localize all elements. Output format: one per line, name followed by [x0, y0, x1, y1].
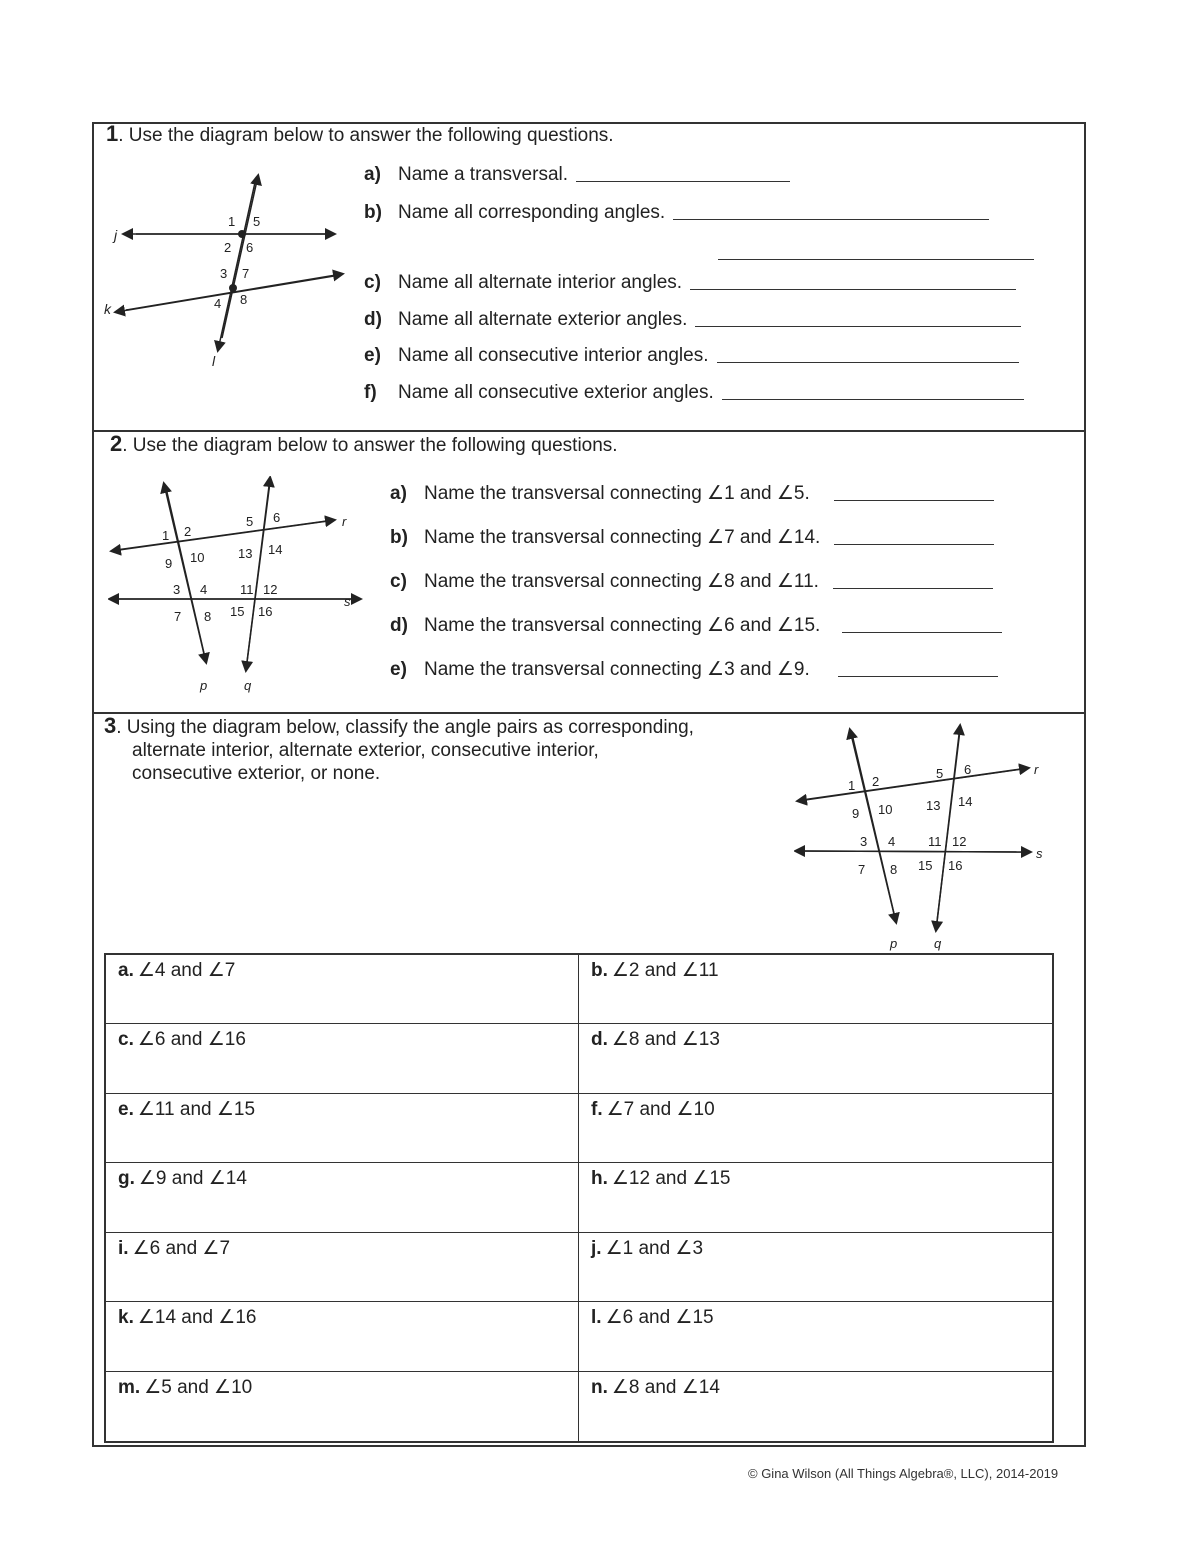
question-2-text: . Use the diagram below to answer the following questions.	[122, 435, 618, 456]
angle-pair-letter: h.	[591, 1168, 608, 1190]
line-l	[218, 178, 256, 350]
angle-pair-text: ∠9 and ∠14	[138, 1168, 247, 1190]
angle-label-1: 1	[162, 528, 170, 543]
angle-pair-letter: b.	[591, 960, 608, 981]
angle-pair-letter: c.	[118, 1029, 134, 1051]
angle-label-10: 10	[878, 802, 893, 817]
angle-label-4: 4	[200, 582, 208, 597]
angle-pair-text: ∠6 and ∠7	[132, 1237, 231, 1259]
question-2e-text: Name the transversal connecting ∠3 and ∠9.	[424, 659, 810, 680]
angle-label-7: 11	[928, 834, 942, 849]
line-p-top-arrow	[850, 730, 894, 914]
answer-blank-2b[interactable]	[834, 543, 994, 545]
line-l-top-arrow	[222, 176, 261, 338]
question-2d-label: d)	[390, 615, 408, 636]
angle-pair-letter: f.	[591, 1098, 603, 1120]
question-1f	[364, 382, 1024, 404]
angle-label-8: 12	[263, 582, 278, 597]
question-2c	[390, 570, 993, 593]
question-3-text-3: consecutive exterior, or none.	[132, 763, 381, 784]
angle-pair-cell-b[interactable]	[579, 955, 1052, 1024]
question-1e-text: Name all consecutive interior angles.	[398, 345, 709, 366]
angle-label-10: 10	[190, 550, 205, 565]
question-2-prompt	[110, 432, 618, 457]
angle-label-8: 8	[240, 292, 248, 307]
question-2c-text: Name the transversal connecting ∠8 and ∠11.	[424, 571, 819, 592]
question-1f-text: Name all consecutive exterior angles.	[398, 382, 714, 403]
angle-pair-text: ∠2 and ∠11	[611, 960, 719, 981]
question-3-prompt	[104, 714, 824, 785]
question-2-section	[92, 432, 1086, 714]
answer-blank-2d[interactable]	[842, 631, 1002, 633]
question-1c-text: Name all alternate interior angles.	[398, 272, 683, 293]
angle-label-6: 6	[273, 510, 281, 525]
answer-blank-2c[interactable]	[833, 587, 993, 589]
angle-label-5: 5	[246, 514, 254, 529]
angle-pair-cell-g[interactable]	[106, 1163, 579, 1232]
question-3-number: 3	[104, 713, 117, 738]
angle-label-13: 13	[238, 546, 253, 561]
question-2c-label: c)	[390, 571, 407, 592]
question-1d-text: Name all alternate exterior angles.	[398, 309, 688, 330]
angle-pair-cell-j[interactable]	[579, 1233, 1052, 1302]
question-1b-label: b)	[364, 202, 382, 223]
angle-pair-text: ∠6 and ∠15	[605, 1307, 714, 1329]
diagram-16-angles-q2	[108, 476, 378, 716]
question-3-text-1: . Using the diagram below, classify the angle pairs as corresponding,	[116, 717, 694, 738]
question-3-text-2: alternate interior, alternate exterior, consecutive interior,	[132, 740, 599, 761]
question-2a-label: a)	[390, 483, 407, 504]
angle-label-1: 1	[848, 778, 856, 793]
question-1c	[364, 272, 1016, 294]
angle-pair-letter: k.	[118, 1307, 134, 1329]
question-1-number: 1	[106, 121, 119, 146]
angle-pair-cell-c[interactable]	[106, 1024, 579, 1093]
angle-pair-text: ∠14 and ∠16	[137, 1307, 257, 1329]
answer-blank-1a[interactable]	[576, 180, 790, 182]
question-1-text: . Use the diagram below to answer the following questions.	[118, 125, 614, 146]
angle-pair-cell-m[interactable]	[106, 1372, 579, 1441]
angle-pair-cell-a[interactable]	[106, 955, 579, 1024]
question-2b-label: b)	[390, 527, 408, 548]
line-q-top-arrow	[937, 726, 963, 922]
question-1-section	[92, 122, 1086, 432]
question-1e	[364, 345, 1019, 367]
question-2a-text: Name the transversal connecting ∠1 and ∠5.	[424, 483, 810, 504]
angle-label-1: 1	[228, 214, 236, 229]
angle-pair-text: ∠12 and ∠15	[611, 1168, 731, 1190]
answer-blank-1e[interactable]	[717, 361, 1019, 363]
label-line-q: q	[934, 936, 942, 951]
label-line-p: p	[200, 678, 208, 693]
question-2b-text: Name the transversal connecting ∠7 and ∠14.	[424, 527, 821, 548]
label-line-q: q	[244, 678, 252, 693]
question-1f-label: f)	[364, 382, 377, 403]
angle-pair-text: ∠8 and ∠13	[611, 1029, 720, 1051]
angle-pair-cell-h[interactable]	[579, 1163, 1052, 1232]
angle-label-15: 15	[918, 858, 933, 873]
angle-pair-text: ∠4 and ∠7	[137, 960, 236, 981]
angle-pair-letter: d.	[591, 1029, 608, 1051]
angle-pair-cell-i[interactable]	[106, 1233, 579, 1302]
angle-label-6: 6	[246, 240, 254, 255]
question-2-number: 2	[110, 431, 123, 456]
angle-label-4: 4	[888, 834, 896, 849]
angle-pair-letter: n.	[591, 1376, 608, 1398]
angle-pair-letter: l.	[591, 1307, 602, 1329]
angle-pair-letter: g.	[118, 1168, 135, 1190]
angle-pair-text: ∠7 and ∠10	[606, 1098, 715, 1120]
answer-blank-1b-line2[interactable]	[718, 258, 1034, 260]
diagram-16-angles-q3	[794, 722, 1064, 962]
angle-label-14: 14	[958, 794, 973, 809]
question-1d	[364, 309, 1021, 331]
line-r-left-arrow	[112, 521, 328, 551]
angle-label-5: 5	[253, 214, 261, 229]
answer-blank-1b[interactable]	[673, 218, 989, 220]
question-1a-label: a)	[364, 164, 381, 185]
question-1e-label: e)	[364, 345, 381, 366]
angle-label-16: 16	[948, 858, 963, 873]
angle-label-12: 8	[204, 609, 212, 624]
copyright-notice: © Gina Wilson (All Things Algebra®, LLC), 2014-2019	[748, 1466, 1059, 1481]
angle-label-14: 14	[268, 542, 283, 557]
label-line-p: p	[890, 936, 898, 951]
angle-label-15: 15	[230, 604, 245, 619]
intersection-point-j	[238, 230, 246, 238]
angle-pair-letter: i.	[118, 1237, 129, 1259]
question-1a	[364, 164, 790, 186]
label-line-s: s	[1036, 846, 1043, 861]
angle-pair-text: ∠8 and ∠14	[611, 1376, 720, 1398]
angle-label-9: 9	[852, 806, 860, 821]
angle-pair-letter: j.	[591, 1237, 602, 1259]
label-line-k: k	[104, 301, 111, 317]
angle-pair-cell-e[interactable]	[106, 1094, 579, 1163]
intersection-point-k	[229, 284, 237, 292]
angle-label-13: 13	[926, 798, 941, 813]
angle-label-5: 5	[936, 766, 944, 781]
angle-pair-text: ∠11 and ∠15	[137, 1098, 256, 1120]
question-2e	[390, 658, 998, 681]
angle-label-7: 11	[240, 582, 254, 597]
answer-blank-1f[interactable]	[722, 398, 1024, 400]
answer-blank-2e[interactable]	[838, 675, 998, 677]
answer-blank-2a[interactable]	[834, 499, 994, 501]
angle-label-11: 7	[858, 862, 866, 877]
label-line-r: r	[1034, 762, 1039, 777]
question-2d-text: Name the transversal connecting ∠6 and ∠15.	[424, 615, 821, 636]
angle-label-4: 4	[214, 296, 222, 311]
angle-pair-letter: a.	[118, 960, 134, 981]
angle-pair-cell-f[interactable]	[579, 1094, 1052, 1163]
angle-pair-text: ∠6 and ∠16	[137, 1029, 246, 1051]
angle-pair-cell-k[interactable]	[106, 1302, 579, 1371]
angle-pair-cell-l[interactable]	[579, 1302, 1052, 1371]
label-line-j: j	[114, 227, 118, 243]
answer-blank-1c[interactable]	[690, 288, 1016, 290]
diagram-two-lines-transversal	[96, 168, 356, 398]
angle-label-2: 2	[224, 240, 232, 255]
question-1-prompt	[106, 122, 614, 147]
angle-label-3: 3	[860, 834, 868, 849]
line-r-left-arrow	[798, 769, 1022, 801]
question-2d	[390, 614, 1002, 637]
question-1d-label: d)	[364, 309, 382, 330]
question-1b	[364, 202, 989, 224]
angle-label-2: 2	[872, 774, 880, 789]
question-2b	[390, 526, 994, 549]
angle-pair-cell-d[interactable]	[579, 1024, 1052, 1093]
angle-pair-letter: e.	[118, 1098, 134, 1120]
question-3-line-1	[104, 714, 824, 739]
angle-label-11: 7	[174, 609, 182, 624]
angle-label-9: 9	[165, 556, 173, 571]
label-line-l: l	[212, 353, 216, 369]
label-line-s: s	[344, 594, 351, 609]
angle-label-6: 6	[964, 762, 972, 777]
angle-pair-text: ∠5 and ∠10	[144, 1376, 253, 1398]
angle-pair-text: ∠1 and ∠3	[605, 1237, 704, 1259]
angle-label-12: 8	[890, 862, 898, 877]
angle-pairs-table	[104, 953, 1054, 1443]
label-line-r: r	[342, 514, 347, 529]
angle-pair-letter: m.	[118, 1376, 141, 1398]
question-1c-label: c)	[364, 272, 381, 293]
angle-pair-cell-n[interactable]	[579, 1372, 1052, 1441]
question-1a-text: Name a transversal.	[398, 164, 569, 185]
line-s-left-arrow	[796, 851, 1024, 852]
question-2e-label: e)	[390, 659, 407, 680]
answer-blank-1d[interactable]	[695, 325, 1021, 327]
question-2a	[390, 482, 994, 505]
question-1b-text: Name all corresponding angles.	[398, 202, 666, 223]
angle-label-3: 3	[220, 266, 228, 281]
angle-label-3: 3	[173, 582, 181, 597]
angle-label-2: 2	[184, 524, 192, 539]
angle-label-7: 7	[242, 266, 250, 281]
angle-label-16: 16	[258, 604, 273, 619]
angle-label-8: 12	[952, 834, 967, 849]
